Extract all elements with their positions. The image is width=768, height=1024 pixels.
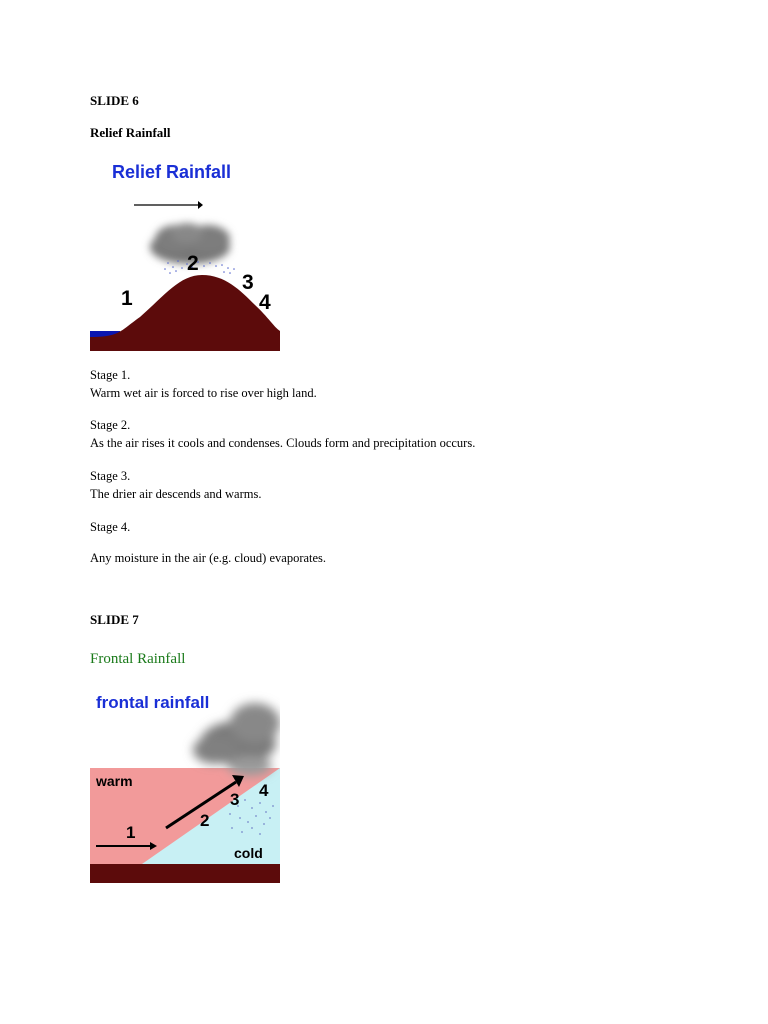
relief-label-1: 1 <box>121 287 133 310</box>
slide-7-label: SLIDE 7 <box>90 612 139 627</box>
stage-3-text: The drier air descends and warms. <box>90 487 262 501</box>
wind-arrow-icon <box>134 201 203 209</box>
frontal-figure-title: frontal rainfall <box>96 693 210 712</box>
frontal-label-3: 3 <box>230 790 240 809</box>
frontal-rainfall-heading: Frontal Rainfall <box>90 651 186 667</box>
relief-rainfall-heading: Relief Rainfall <box>90 125 171 140</box>
ground-surface <box>90 864 280 883</box>
stage-1-heading: Stage 1. <box>90 368 131 382</box>
stage-3-heading: Stage 3. <box>90 469 131 483</box>
frontal-label-1: 1 <box>126 823 136 842</box>
stage-4-text: Any moisture in the air (e.g. cloud) evaporates. <box>90 551 327 565</box>
slide-6-label: SLIDE 6 <box>90 93 139 108</box>
cloud-icon <box>193 703 280 776</box>
stage-1-text: Warm wet air is forced to rise over high land. <box>90 386 317 400</box>
relief-rainfall-diagram <box>90 155 280 351</box>
cold-label: cold <box>234 845 263 861</box>
frontal-label-4: 4 <box>259 781 269 800</box>
frontal-label-2: 2 <box>200 811 210 830</box>
frontal-rainfall-svg <box>90 688 280 883</box>
stage-2-heading: Stage 2. <box>90 418 131 432</box>
warm-label: warm <box>96 773 133 789</box>
stage-2-text: As the air rises it cools and condenses. Clouds form and precipitation occurs. <box>90 436 476 450</box>
relief-rainfall-svg <box>90 155 280 351</box>
relief-label-3: 3 <box>242 271 254 294</box>
frontal-rainfall-diagram <box>90 688 280 883</box>
stage-4-heading: Stage 4. <box>90 520 131 534</box>
relief-label-4: 4 <box>259 291 271 314</box>
relief-figure-title: Relief Rainfall <box>112 162 232 182</box>
relief-label-2: 2 <box>187 252 199 275</box>
